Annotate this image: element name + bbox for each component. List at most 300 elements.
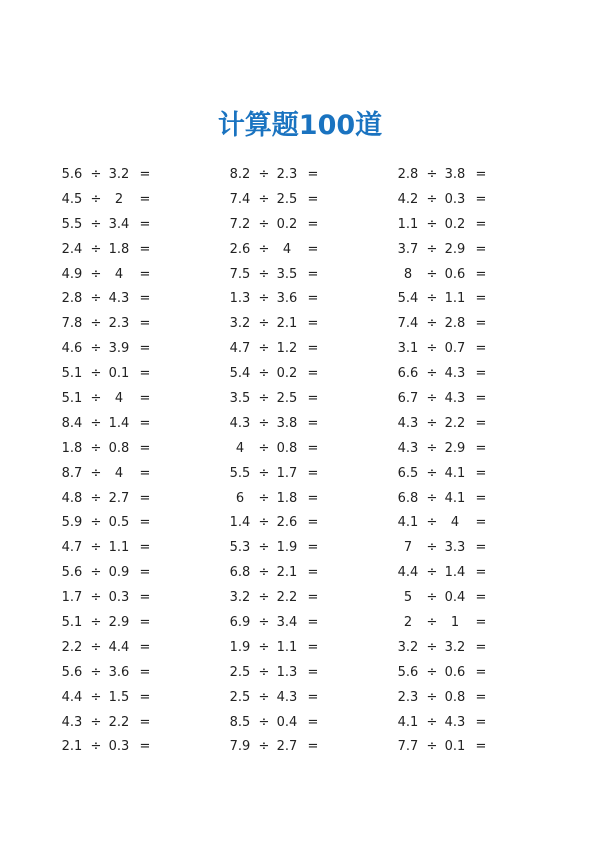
dividend: 8.5 bbox=[229, 714, 251, 730]
divisor: 1.4 bbox=[108, 415, 130, 431]
problem-column-1 bbox=[60, 163, 170, 760]
problem-row bbox=[396, 337, 506, 362]
dividend: 4.4 bbox=[397, 565, 419, 581]
equals-sign: = bbox=[307, 391, 319, 407]
equals-sign: = bbox=[475, 515, 487, 531]
division-sign: ÷ bbox=[426, 639, 438, 655]
problem-row bbox=[228, 611, 338, 636]
division-sign: ÷ bbox=[90, 714, 102, 730]
dividend: 7.5 bbox=[229, 266, 251, 282]
divisor: 0.8 bbox=[444, 689, 466, 705]
division-sign: ÷ bbox=[258, 391, 270, 407]
divisor: 4 bbox=[114, 266, 124, 282]
dividend: 4.8 bbox=[61, 490, 83, 506]
problem-row bbox=[396, 362, 506, 387]
dividend: 5.6 bbox=[61, 565, 83, 581]
dividend: 1.7 bbox=[61, 590, 83, 606]
divisor: 4.3 bbox=[444, 366, 466, 382]
problem-row bbox=[228, 586, 338, 611]
equals-sign: = bbox=[139, 465, 151, 481]
divisor: 1.8 bbox=[276, 490, 298, 506]
equals-sign: = bbox=[139, 540, 151, 556]
equals-sign: = bbox=[139, 216, 151, 232]
divisor: 2.1 bbox=[276, 565, 298, 581]
problem-row bbox=[228, 337, 338, 362]
divisor: 4 bbox=[282, 241, 292, 257]
problem-row bbox=[228, 362, 338, 387]
equals-sign: = bbox=[307, 167, 319, 182]
divisor: 1 bbox=[450, 615, 460, 631]
divisor: 0.8 bbox=[108, 440, 130, 456]
division-sign: ÷ bbox=[258, 689, 270, 705]
dividend: 4.2 bbox=[397, 191, 419, 207]
divisor: 4.3 bbox=[444, 714, 466, 730]
division-sign: ÷ bbox=[90, 565, 102, 581]
division-sign: ÷ bbox=[426, 590, 438, 606]
division-sign: ÷ bbox=[426, 241, 438, 257]
division-sign: ÷ bbox=[90, 241, 102, 257]
dividend: 7 bbox=[403, 540, 413, 556]
division-sign: ÷ bbox=[426, 266, 438, 282]
equals-sign: = bbox=[139, 490, 151, 506]
dividend: 6.9 bbox=[229, 615, 251, 631]
dividend: 8.7 bbox=[61, 465, 83, 481]
divisor: 2.3 bbox=[276, 167, 298, 182]
problem-row bbox=[396, 312, 506, 337]
division-sign: ÷ bbox=[426, 316, 438, 332]
problem-row bbox=[60, 536, 170, 561]
dividend: 4 bbox=[235, 440, 245, 456]
division-sign: ÷ bbox=[90, 465, 102, 481]
problem-row bbox=[228, 735, 338, 760]
division-sign: ÷ bbox=[258, 664, 270, 680]
equals-sign: = bbox=[139, 241, 151, 257]
problem-row bbox=[228, 287, 338, 312]
equals-sign: = bbox=[307, 664, 319, 680]
equals-sign: = bbox=[307, 465, 319, 481]
division-sign: ÷ bbox=[90, 490, 102, 506]
dividend: 2.4 bbox=[61, 241, 83, 257]
division-sign: ÷ bbox=[90, 440, 102, 456]
problem-row bbox=[228, 462, 338, 487]
divisor: 3.6 bbox=[108, 664, 130, 680]
problem-row bbox=[396, 462, 506, 487]
equals-sign: = bbox=[307, 341, 319, 357]
problem-row bbox=[60, 412, 170, 437]
problem-row bbox=[228, 412, 338, 437]
equals-sign: = bbox=[139, 590, 151, 606]
equals-sign: = bbox=[139, 639, 151, 655]
equals-sign: = bbox=[307, 216, 319, 232]
problem-row bbox=[396, 387, 506, 412]
problem-row bbox=[60, 337, 170, 362]
dividend: 2.8 bbox=[61, 291, 83, 307]
equals-sign: = bbox=[475, 191, 487, 207]
division-sign: ÷ bbox=[90, 639, 102, 655]
problem-row bbox=[228, 213, 338, 238]
dividend: 1.9 bbox=[229, 639, 251, 655]
divisor: 4.3 bbox=[276, 689, 298, 705]
divisor: 1.9 bbox=[276, 540, 298, 556]
divisor: 4.1 bbox=[444, 465, 466, 481]
equals-sign: = bbox=[139, 415, 151, 431]
divisor: 3.4 bbox=[276, 615, 298, 631]
equals-sign: = bbox=[475, 664, 487, 680]
dividend: 5.5 bbox=[61, 216, 83, 232]
division-sign: ÷ bbox=[426, 714, 438, 730]
division-sign: ÷ bbox=[90, 739, 102, 755]
divisor: 0.4 bbox=[444, 590, 466, 606]
division-sign: ÷ bbox=[90, 341, 102, 357]
problem-row bbox=[396, 238, 506, 263]
dividend: 8 bbox=[403, 266, 413, 282]
equals-sign: = bbox=[475, 415, 487, 431]
divisor: 2.9 bbox=[108, 615, 130, 631]
dividend: 1.1 bbox=[397, 216, 419, 232]
equals-sign: = bbox=[139, 689, 151, 705]
dividend: 2.2 bbox=[61, 639, 83, 655]
divisor: 0.5 bbox=[108, 515, 130, 531]
divisor: 0.3 bbox=[108, 590, 130, 606]
divisor: 2 bbox=[114, 191, 124, 207]
problem-row bbox=[228, 711, 338, 736]
problem-row bbox=[228, 487, 338, 512]
division-sign: ÷ bbox=[258, 216, 270, 232]
divisor: 1.1 bbox=[276, 639, 298, 655]
division-sign: ÷ bbox=[426, 739, 438, 755]
divisor: 4.1 bbox=[444, 490, 466, 506]
equals-sign: = bbox=[139, 739, 151, 755]
dividend: 6.7 bbox=[397, 391, 419, 407]
divisor: 0.6 bbox=[444, 266, 466, 282]
problem-row bbox=[396, 661, 506, 686]
problem-row bbox=[396, 611, 506, 636]
divisor: 3.4 bbox=[108, 216, 130, 232]
equals-sign: = bbox=[139, 266, 151, 282]
problem-column-2 bbox=[228, 163, 338, 760]
division-sign: ÷ bbox=[258, 266, 270, 282]
division-sign: ÷ bbox=[258, 341, 270, 357]
divisor: 4.4 bbox=[108, 639, 130, 655]
divisor: 3.9 bbox=[108, 341, 130, 357]
problem-row bbox=[396, 163, 506, 188]
divisor: 0.2 bbox=[276, 216, 298, 232]
division-sign: ÷ bbox=[90, 316, 102, 332]
equals-sign: = bbox=[139, 167, 151, 182]
dividend: 7.4 bbox=[229, 191, 251, 207]
equals-sign: = bbox=[475, 590, 487, 606]
dividend: 7.7 bbox=[397, 739, 419, 755]
division-sign: ÷ bbox=[426, 341, 438, 357]
equals-sign: = bbox=[475, 391, 487, 407]
dividend: 1.4 bbox=[229, 515, 251, 531]
problem-row bbox=[60, 188, 170, 213]
problem-row bbox=[228, 437, 338, 462]
divisor: 3.6 bbox=[276, 291, 298, 307]
divisor: 2.3 bbox=[108, 316, 130, 332]
divisor: 0.9 bbox=[108, 565, 130, 581]
dividend: 4.5 bbox=[61, 191, 83, 207]
divisor: 0.3 bbox=[444, 191, 466, 207]
divisor: 1.1 bbox=[444, 291, 466, 307]
division-sign: ÷ bbox=[258, 490, 270, 506]
equals-sign: = bbox=[139, 341, 151, 357]
equals-sign: = bbox=[307, 689, 319, 705]
dividend: 2.5 bbox=[229, 689, 251, 705]
dividend: 4.7 bbox=[229, 341, 251, 357]
divisor: 0.2 bbox=[276, 366, 298, 382]
divisor: 1.4 bbox=[444, 565, 466, 581]
equals-sign: = bbox=[139, 291, 151, 307]
dividend: 6 bbox=[235, 490, 245, 506]
equals-sign: = bbox=[307, 615, 319, 631]
problem-row bbox=[396, 561, 506, 586]
divisor: 0.1 bbox=[108, 366, 130, 382]
dividend: 3.2 bbox=[397, 639, 419, 655]
problem-row bbox=[396, 412, 506, 437]
division-sign: ÷ bbox=[426, 540, 438, 556]
division-sign: ÷ bbox=[258, 440, 270, 456]
division-sign: ÷ bbox=[426, 191, 438, 207]
problem-row bbox=[60, 711, 170, 736]
dividend: 5.1 bbox=[61, 615, 83, 631]
problem-row bbox=[60, 462, 170, 487]
equals-sign: = bbox=[307, 714, 319, 730]
problem-row bbox=[60, 238, 170, 263]
problem-row bbox=[60, 686, 170, 711]
problem-row bbox=[60, 511, 170, 536]
equals-sign: = bbox=[307, 565, 319, 581]
dividend: 3.1 bbox=[397, 341, 419, 357]
page-title: 计算题100道 bbox=[217, 110, 383, 141]
dividend: 8.2 bbox=[229, 167, 251, 182]
divisor: 3.8 bbox=[276, 415, 298, 431]
problem-row bbox=[228, 511, 338, 536]
divisor: 3.8 bbox=[444, 167, 466, 182]
division-sign: ÷ bbox=[90, 167, 102, 182]
dividend: 4.3 bbox=[61, 714, 83, 730]
dividend: 5.6 bbox=[397, 664, 419, 680]
division-sign: ÷ bbox=[258, 590, 270, 606]
division-sign: ÷ bbox=[90, 664, 102, 680]
divisor: 2.5 bbox=[276, 191, 298, 207]
division-sign: ÷ bbox=[258, 316, 270, 332]
division-sign: ÷ bbox=[258, 465, 270, 481]
dividend: 5.1 bbox=[61, 366, 83, 382]
equals-sign: = bbox=[475, 216, 487, 232]
problem-row bbox=[228, 163, 338, 188]
problem-row bbox=[396, 686, 506, 711]
division-sign: ÷ bbox=[426, 615, 438, 631]
dividend: 7.9 bbox=[229, 739, 251, 755]
equals-sign: = bbox=[307, 739, 319, 755]
division-sign: ÷ bbox=[90, 366, 102, 382]
dividend: 5.6 bbox=[61, 664, 83, 680]
divisor: 0.8 bbox=[276, 440, 298, 456]
division-sign: ÷ bbox=[90, 540, 102, 556]
division-sign: ÷ bbox=[426, 465, 438, 481]
dividend: 5.4 bbox=[229, 366, 251, 382]
problem-row bbox=[60, 487, 170, 512]
equals-sign: = bbox=[475, 341, 487, 357]
divisor: 4 bbox=[450, 515, 460, 531]
problem-row bbox=[396, 536, 506, 561]
division-sign: ÷ bbox=[258, 415, 270, 431]
division-sign: ÷ bbox=[258, 615, 270, 631]
dividend: 3.2 bbox=[229, 590, 251, 606]
division-sign: ÷ bbox=[258, 739, 270, 755]
dividend: 5.1 bbox=[61, 391, 83, 407]
dividend: 4.9 bbox=[61, 266, 83, 282]
dividend: 4.3 bbox=[397, 440, 419, 456]
dividend: 2.3 bbox=[397, 689, 419, 705]
divisor: 0.6 bbox=[444, 664, 466, 680]
equals-sign: = bbox=[307, 366, 319, 382]
divisor: 0.7 bbox=[444, 341, 466, 357]
divisor: 2.2 bbox=[108, 714, 130, 730]
equals-sign: = bbox=[475, 366, 487, 382]
equals-sign: = bbox=[475, 565, 487, 581]
equals-sign: = bbox=[307, 241, 319, 257]
division-sign: ÷ bbox=[258, 639, 270, 655]
dividend: 8.4 bbox=[61, 415, 83, 431]
divisor: 2.7 bbox=[276, 739, 298, 755]
dividend: 2.8 bbox=[397, 167, 419, 182]
division-sign: ÷ bbox=[426, 440, 438, 456]
equals-sign: = bbox=[307, 191, 319, 207]
division-sign: ÷ bbox=[426, 664, 438, 680]
divisor: 1.2 bbox=[276, 341, 298, 357]
problem-row bbox=[60, 661, 170, 686]
problem-row bbox=[228, 263, 338, 288]
divisor: 3.2 bbox=[444, 639, 466, 655]
dividend: 5.4 bbox=[397, 291, 419, 307]
problem-row bbox=[60, 163, 170, 188]
problem-row bbox=[396, 188, 506, 213]
problem-row bbox=[396, 735, 506, 760]
divisor: 0.3 bbox=[108, 739, 130, 755]
problem-row bbox=[396, 437, 506, 462]
problem-row bbox=[228, 636, 338, 661]
division-sign: ÷ bbox=[258, 540, 270, 556]
dividend: 3.2 bbox=[229, 316, 251, 332]
division-sign: ÷ bbox=[90, 191, 102, 207]
equals-sign: = bbox=[475, 465, 487, 481]
equals-sign: = bbox=[139, 391, 151, 407]
problem-row bbox=[60, 312, 170, 337]
division-sign: ÷ bbox=[90, 615, 102, 631]
division-sign: ÷ bbox=[90, 515, 102, 531]
problem-row bbox=[60, 561, 170, 586]
dividend: 4.3 bbox=[229, 415, 251, 431]
equals-sign: = bbox=[475, 615, 487, 631]
equals-sign: = bbox=[475, 167, 487, 182]
dividend: 2.1 bbox=[61, 739, 83, 755]
problem-row bbox=[396, 263, 506, 288]
division-sign: ÷ bbox=[90, 391, 102, 407]
equals-sign: = bbox=[139, 714, 151, 730]
divisor: 2.8 bbox=[444, 316, 466, 332]
problem-row bbox=[396, 487, 506, 512]
division-sign: ÷ bbox=[426, 689, 438, 705]
problem-row bbox=[228, 312, 338, 337]
dividend: 4.1 bbox=[397, 515, 419, 531]
division-sign: ÷ bbox=[90, 590, 102, 606]
divisor: 2.6 bbox=[276, 515, 298, 531]
equals-sign: = bbox=[307, 540, 319, 556]
dividend: 2.5 bbox=[229, 664, 251, 680]
equals-sign: = bbox=[139, 615, 151, 631]
divisor: 1.3 bbox=[276, 664, 298, 680]
division-sign: ÷ bbox=[258, 366, 270, 382]
divisor: 0.4 bbox=[276, 714, 298, 730]
equals-sign: = bbox=[475, 266, 487, 282]
problem-row bbox=[228, 188, 338, 213]
dividend: 5 bbox=[403, 590, 413, 606]
dividend: 6.5 bbox=[397, 465, 419, 481]
divisor: 2.9 bbox=[444, 241, 466, 257]
dividend: 5.9 bbox=[61, 515, 83, 531]
problem-row bbox=[60, 213, 170, 238]
division-sign: ÷ bbox=[258, 565, 270, 581]
equals-sign: = bbox=[307, 515, 319, 531]
problem-row bbox=[396, 586, 506, 611]
divisor: 1.5 bbox=[108, 689, 130, 705]
dividend: 4.4 bbox=[61, 689, 83, 705]
equals-sign: = bbox=[307, 440, 319, 456]
divisor: 2.9 bbox=[444, 440, 466, 456]
equals-sign: = bbox=[139, 316, 151, 332]
dividend: 3.7 bbox=[397, 241, 419, 257]
dividend: 2 bbox=[403, 615, 413, 631]
dividend: 7.4 bbox=[397, 316, 419, 332]
equals-sign: = bbox=[139, 440, 151, 456]
equals-sign: = bbox=[307, 291, 319, 307]
dividend: 6.8 bbox=[397, 490, 419, 506]
division-sign: ÷ bbox=[426, 366, 438, 382]
dividend: 5.6 bbox=[61, 167, 83, 182]
problem-row bbox=[60, 636, 170, 661]
divisor: 3.5 bbox=[276, 266, 298, 282]
division-sign: ÷ bbox=[90, 266, 102, 282]
problem-row bbox=[228, 238, 338, 263]
problem-row bbox=[60, 586, 170, 611]
dividend: 1.8 bbox=[61, 440, 83, 456]
equals-sign: = bbox=[139, 565, 151, 581]
division-sign: ÷ bbox=[90, 415, 102, 431]
division-sign: ÷ bbox=[90, 689, 102, 705]
problem-row bbox=[60, 437, 170, 462]
equals-sign: = bbox=[307, 266, 319, 282]
division-sign: ÷ bbox=[426, 216, 438, 232]
problem-row bbox=[228, 686, 338, 711]
division-sign: ÷ bbox=[426, 391, 438, 407]
equals-sign: = bbox=[139, 515, 151, 531]
divisor: 1.1 bbox=[108, 540, 130, 556]
division-sign: ÷ bbox=[258, 167, 270, 182]
divisor: 4 bbox=[114, 465, 124, 481]
dividend: 6.8 bbox=[229, 565, 251, 581]
dividend: 4.6 bbox=[61, 341, 83, 357]
divisor: 1.8 bbox=[108, 241, 130, 257]
problem-row bbox=[396, 636, 506, 661]
problem-row bbox=[396, 287, 506, 312]
dividend: 7.8 bbox=[61, 316, 83, 332]
division-sign: ÷ bbox=[426, 515, 438, 531]
division-sign: ÷ bbox=[426, 565, 438, 581]
division-sign: ÷ bbox=[426, 291, 438, 307]
problem-column-3 bbox=[396, 163, 506, 760]
